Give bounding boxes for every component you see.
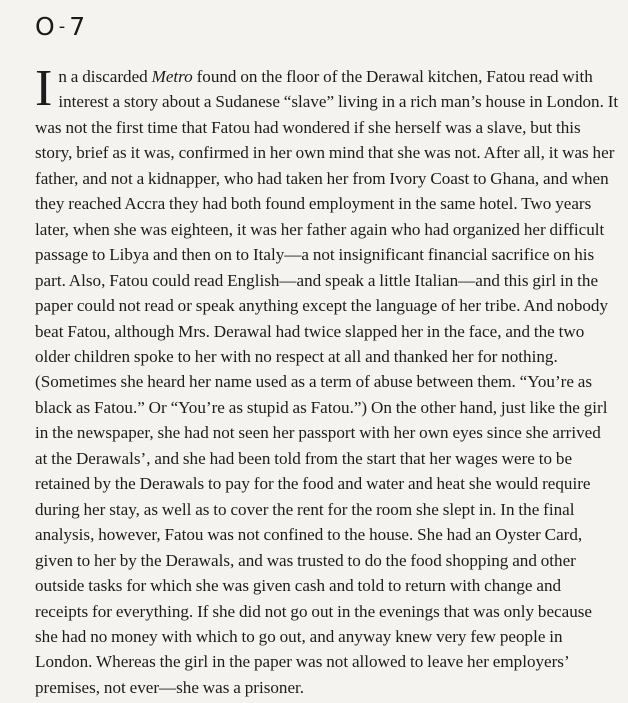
text-line: (Sometimes she heard her name used as a term of abuse between them. “You’re as <box>35 372 593 392</box>
text-line: beat Fatou, although Mrs. Derawal had twice slapped her in the face, and the two <box>35 321 585 341</box>
text-line: premises, not ever—she was a prisoner. <box>35 677 305 697</box>
italic-title-metro: Metro <box>151 67 193 86</box>
body-paragraph <box>35 60 625 700</box>
text-segment: n a discarded <box>58 67 152 86</box>
text-line: she had no money with which to go out, and anyway knew very few people in <box>35 626 563 646</box>
chapter-title-letter: O <box>35 12 56 41</box>
text-segment: found on the floor of the Derawal kitchen, Fatou read with <box>192 67 593 86</box>
text-line: during her stay, as well as to cover the rent for the room she slept in. In the final <box>35 499 575 519</box>
text-line: story, brief as it was, confirmed in her own mind that she was not. After all, it was her <box>35 143 615 163</box>
text-line: outside tasks for which she was given cash and told to return with change and <box>35 576 562 596</box>
text-line: passage to Libya and then on to Italy—a not insignificant financial sacrifice on his <box>35 245 595 265</box>
text-line: part. Also, Fatou could read English—and speak a little Italian—and this girl in the <box>35 270 599 290</box>
text-line: paper could not read or speak anything except the language of her tribe. And nobody <box>35 296 609 316</box>
text-line: receipts for everything. If she did not go out in the evenings that was only because <box>35 601 592 621</box>
text-line: black as Fatou.” Or “You’re as stupid as Fatou.”) On the other hand, just like the girl <box>35 397 608 417</box>
text-line: London. Whereas the girl in the paper was not allowed to leave her employers’ <box>35 652 570 672</box>
text-line: retained by the Derawals to pay for the food and water and heat she would require <box>35 474 591 494</box>
text-line: they reached Accra they had both found employment in the same hotel. Two years <box>35 194 592 214</box>
chapter-title <box>35 12 86 41</box>
chapter-title-number: 7 <box>69 12 87 41</box>
drop-cap: I <box>35 60 53 117</box>
text-line: later, when she was eighteen, it was her father again who had organized her difficult <box>35 219 605 239</box>
text-line: in the newspaper, she had not seen her passport with her own eyes since she arrived <box>35 423 601 443</box>
text-line: at the Derawals’, and she had been told from the start that her wages were to be <box>35 448 573 468</box>
text-line: analysis, however, Fatou was not confined to the house. She had an Oyster Card, <box>35 525 583 545</box>
text-line: was not the first time that Fatou had wondered if she herself was a slave, but this <box>35 117 581 137</box>
text-line: father, and not a kidnapper, who had taken her from Ivory Coast to Ghana, and when <box>35 168 609 188</box>
text-line: interest a story about a Sudanese “slave” living in a rich man’s house in London. It <box>58 92 619 112</box>
text-line: older children spoke to her with no respect at all and thanked her for nothing. <box>35 346 558 366</box>
text-line: given to her by the Derawals, and was trusted to do the food shopping and other <box>35 550 576 570</box>
text-line <box>35 64 625 89</box>
chapter-title-dash: - <box>58 16 67 37</box>
